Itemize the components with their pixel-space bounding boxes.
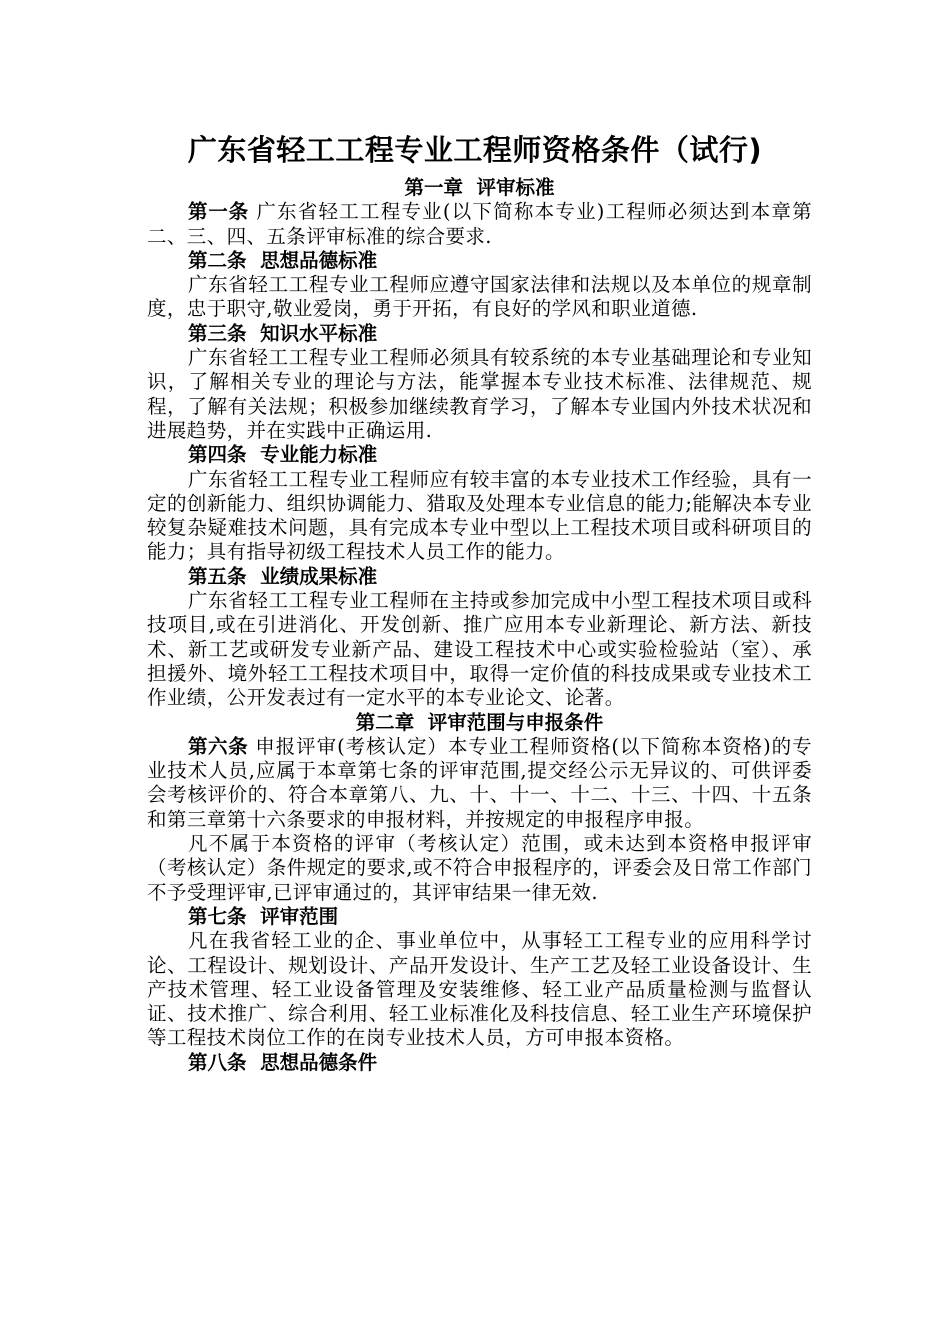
article-6-label: 第六条 [188,734,249,758]
article-7-text: 凡在我省轻工业的企、事业单位中，从事轻工工程专业的应用科学讨论、工程设计、规划设计、产品开发设计、生产工艺及轻工业设备设计、生产技术管理、轻工业设备管理及安装维修、轻工业产品质量检测与监督认证、技术推广、综合利用、轻工业标准化及科技信息、轻工业生产环境保护等工程技术岗位工作的在岗专业技术人员，方可申报本资格。 [147,929,812,1050]
chapter-heading-1: 第一章 评审标准 [404,176,555,199]
chapter-heading-2: 第二章 评审范围与申报条件 [355,710,604,734]
article-4-heading: 第四条 专业能力标准 [188,443,378,467]
article-6-paragraph [147,735,812,832]
document-title: 广东省轻工工程专业工程师资格条件（试行) [187,133,763,167]
article-2-heading: 第二条 思想品德标准 [188,248,378,272]
article-6-text-2: 凡不属于本资格的评审（考核认定）范围，或未达到本资格申报评审（考核认定）条件规定的要求,或不符合申报程序的，评委会及日常工作部门不予受理评审,已评审通过的，其评审结果一律无效. [147,832,812,904]
article-1-label: 第一条 [188,200,249,224]
article-2-text: 广东省轻工工程专业工程师应遵守国家法律和法规以及本单位的规章制度，忠于职守,敬业爱岗，勇于开拓，有良好的学风和职业道德. [147,273,812,321]
article-4-text: 广东省轻工工程专业工程师应有较丰富的本专业技术工作经验，具有一定的创新能力、组织协调能力、猎取及处理本专业信息的能力;能解决本专业较复杂疑难技术问题，具有完成本专业中型以上工程技术项目或科研项目的能力；具有指导初级工程技术人员工作的能力。 [147,467,812,564]
article-8-heading: 第八条 思想品德条件 [188,1050,378,1074]
article-1-paragraph [147,200,812,249]
article-5-text: 广东省轻工工程专业工程师在主持或参加完成中小型工程技术项目或科技项目,或在引进消化、开发创新、推广应用本专业新理论、新方法、新技术、新工艺或研发专业新产品、建设工程技术中心或实验检验站（室）、承担援外、境外轻工工程技术项目中，取得一定价值的科技成果或专业技术工作业绩，公开发表过有一定水平的本专业论文、论著。 [147,589,812,710]
article-3-text: 广东省轻工工程专业工程师必须具有较系统的本专业基础理论和专业知识，了解相关专业的理论与方法，能掌握本专业技术标准、法律规范、规程，了解有关法规；积极参加继续教育学习，了解本专业国内外技术状况和进展趋势，并在实践中正确运用. [147,346,812,442]
article-7-heading: 第七条 评审范围 [188,904,339,928]
article-5-heading: 第五条 业绩成果标准 [188,564,378,588]
document-body [147,176,812,1075]
article-3-heading: 第三条 知识水平标准 [188,321,378,345]
article-1-text: 广东省轻工工程专业(以下简称本专业)工程师必须达到本章第二、三、四、五条评审标准的综合要求. [147,200,812,248]
article-6-text: 申报评审(考核认定）本专业工程师资格(以下简称本资格)的专业技术人员,应属于本章第七条的评审范围,提交经公示无异议的、可供评委会考核评价的、符合本章第八、九、十、十一、十二、十三、十四、十五条和第三章第十六条要求的申报材料，并按规定的申报程序申报。 [147,734,812,831]
